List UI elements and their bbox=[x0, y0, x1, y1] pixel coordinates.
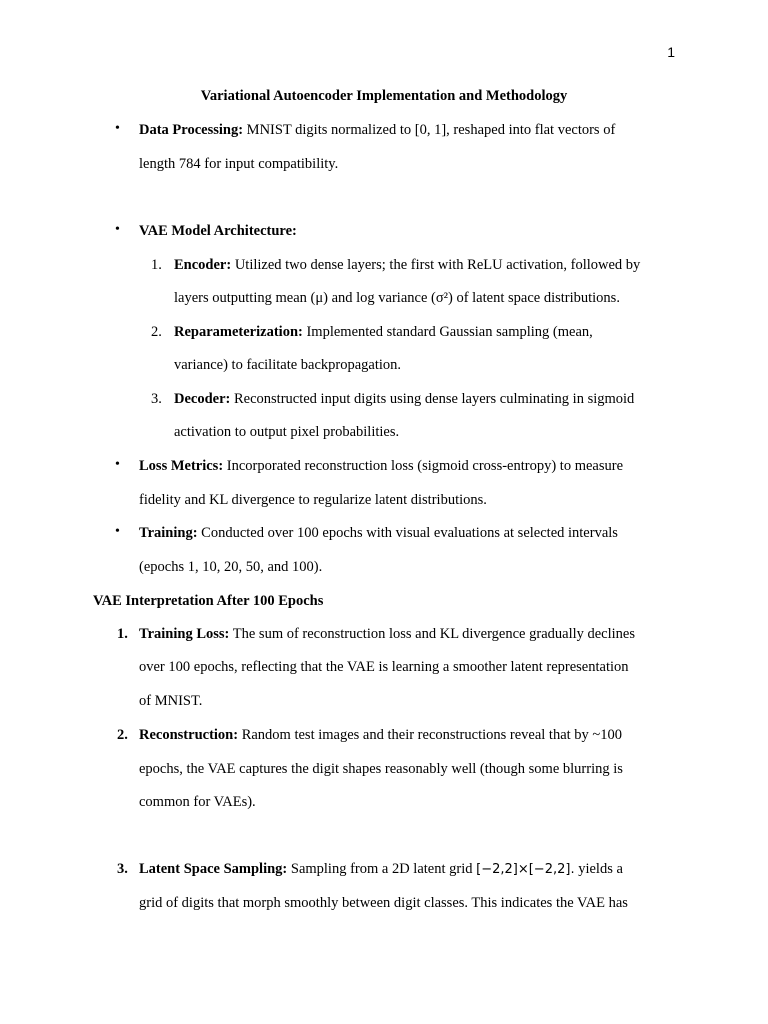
encoder-line2: layers outputting mean (μ) and log variance (σ²) of latent space distributions. bbox=[174, 290, 620, 306]
training-label: Training: bbox=[139, 525, 198, 541]
reconstruction-line1 bbox=[139, 726, 622, 744]
list-number: 1. bbox=[117, 626, 128, 642]
training-text: Conducted over 100 epochs with visual evaluations at selected intervals bbox=[197, 525, 618, 541]
loss-metrics-line1 bbox=[139, 457, 623, 475]
data-processing-line2: length 784 for input compatibility. bbox=[139, 156, 339, 172]
interpretation-heading: VAE Interpretation After 100 Epochs bbox=[93, 593, 324, 609]
bullet-icon: • bbox=[115, 457, 120, 472]
decoder-label: Decoder: bbox=[174, 391, 231, 407]
loss-metrics-line2: fidelity and KL divergence to regularize latent distributions. bbox=[139, 492, 487, 508]
page-number: 1 bbox=[667, 44, 675, 60]
training-line1 bbox=[139, 524, 618, 542]
decoder-line2: activation to output pixel probabilities. bbox=[174, 424, 400, 440]
data-processing-text: MNIST digits normalized to [0, 1], reshaped into flat vectors of bbox=[243, 122, 616, 138]
list-number: 2. bbox=[117, 727, 128, 743]
data-processing-label: Data Processing: bbox=[139, 122, 244, 138]
bullet-icon: • bbox=[115, 524, 120, 539]
training-line2: (epochs 1, 10, 20, 50, and 100). bbox=[139, 559, 323, 575]
reparameterization-label: Reparameterization: bbox=[174, 324, 303, 340]
latent-sampling-text-after: yields a bbox=[574, 861, 623, 877]
loss-metrics-label: Loss Metrics: bbox=[139, 458, 224, 474]
document-title: Variational Autoencoder Implementation and Methodology bbox=[200, 88, 568, 104]
latent-sampling-line2: grid of digits that morph smoothly between digit classes. This indicates the VAE has bbox=[139, 895, 628, 911]
list-number: 1. bbox=[151, 257, 162, 273]
training-loss-label: Training Loss: bbox=[139, 626, 230, 642]
decoder-line1 bbox=[174, 390, 634, 408]
reparameterization-line2: variance) to facilitate backpropagation. bbox=[174, 357, 402, 373]
encoder-line1 bbox=[174, 256, 640, 274]
encoder-text: Utilized two dense layers; the first with ReLU activation, followed by bbox=[231, 257, 641, 273]
bullet-icon: • bbox=[115, 222, 120, 237]
reparameterization-line1 bbox=[174, 323, 593, 341]
data-processing-line1 bbox=[139, 121, 615, 139]
training-loss-line2: over 100 epochs, reflecting that the VAE is learning a smoother latent representation bbox=[139, 659, 629, 675]
training-loss-line3: of MNIST. bbox=[139, 693, 203, 709]
training-loss-line1 bbox=[139, 625, 635, 643]
reparameterization-text: Implemented standard Gaussian sampling (mean, bbox=[302, 324, 593, 340]
encoder-label: Encoder: bbox=[174, 257, 232, 273]
reconstruction-line3: common for VAEs). bbox=[139, 794, 256, 810]
latent-sampling-text: Sampling from a 2D latent grid bbox=[287, 861, 477, 877]
latent-sampling-line1 bbox=[139, 860, 623, 879]
reconstruction-line2: epochs, the VAE captures the digit shapes reasonably well (though some blurring is bbox=[139, 761, 623, 777]
decoder-text: Reconstructed input digits using dense layers culminating in sigmoid bbox=[230, 391, 635, 407]
reconstruction-label: Reconstruction: bbox=[139, 727, 239, 743]
loss-metrics-text: Incorporated reconstruction loss (sigmoid cross-entropy) to measure bbox=[223, 458, 624, 474]
latent-sampling-label: Latent Space Sampling: bbox=[139, 861, 288, 877]
latent-grid-math: [−2,2]×[−2,2]. bbox=[476, 862, 575, 877]
vae-architecture-label: VAE Model Architecture: bbox=[139, 223, 297, 239]
reconstruction-text: Random test images and their reconstructions reveal that by ~100 bbox=[238, 727, 623, 743]
list-number: 3. bbox=[117, 861, 128, 877]
list-number: 2. bbox=[151, 324, 162, 340]
vae-architecture-heading bbox=[139, 222, 297, 240]
training-loss-text: The sum of reconstruction loss and KL divergence gradually declines bbox=[229, 626, 636, 642]
list-number: 3. bbox=[151, 391, 162, 407]
bullet-icon: • bbox=[115, 121, 120, 136]
